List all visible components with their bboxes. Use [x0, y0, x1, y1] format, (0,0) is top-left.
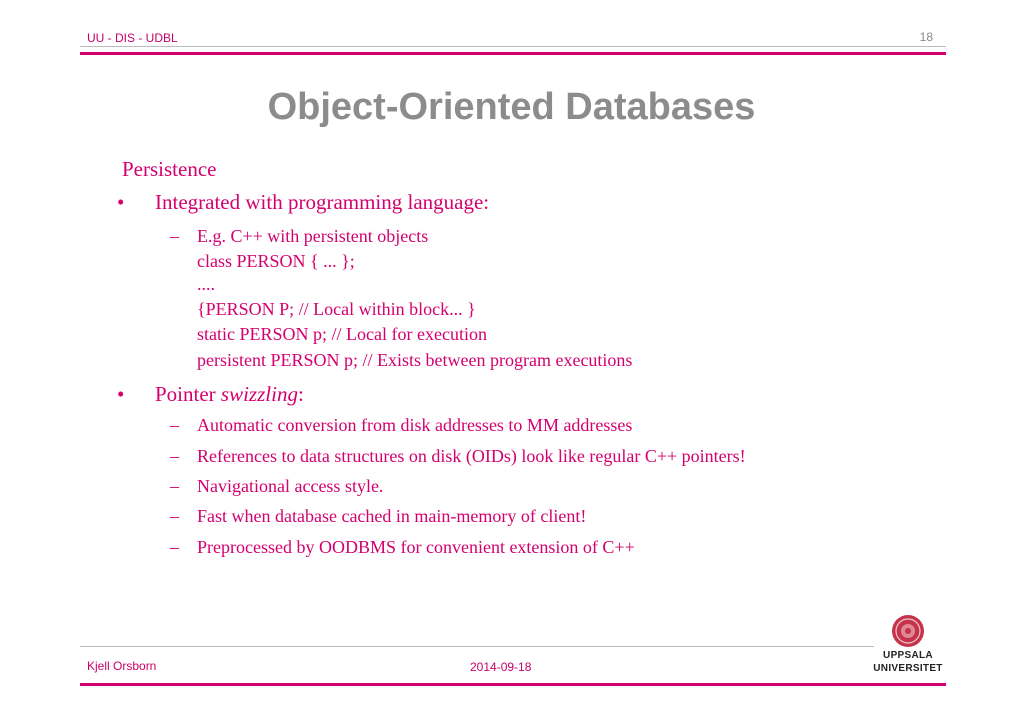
code-line-text: static PERSON p; // Local for execution [197, 324, 487, 344]
bullet-glyph: • [117, 382, 125, 406]
slide-title: Object-Oriented Databases [267, 86, 756, 128]
footer-divider-thin [80, 646, 874, 647]
bullet-text-plain: Pointer [155, 382, 221, 406]
code-line-text: persistent PERSON p; // Exists between program executions [197, 350, 633, 370]
sub-item-text: Navigational access style. [197, 476, 384, 496]
footer-author: Kjell Orsborn [87, 659, 157, 673]
bullet-text: Integrated with programming language: [155, 190, 490, 214]
page-number: 18 [919, 30, 933, 44]
sub-item-text: References to data structures on disk (OIDs) look like regular C++ pointers! [197, 446, 746, 466]
bullet-text-italic: swizzling [220, 382, 298, 406]
code-line-text: class PERSON { ... }; [197, 251, 355, 271]
sub-item-text: Preprocessed by OODBMS for convenient extension of C++ [197, 537, 635, 557]
sub-item-text: Fast when database cached in main-memory of client! [197, 506, 587, 526]
sub-item-text: Automatic conversion from disk addresses to MM addresses [197, 415, 633, 435]
footer-divider-accent [80, 683, 946, 686]
dash-glyph: – [170, 537, 179, 557]
sub-item-text: E.g. C++ with persistent objects [197, 226, 429, 246]
bullet-text [155, 382, 304, 407]
footer-date: 2014-09-18 [470, 660, 532, 674]
header-course-label: UU - DIS - UDBL [87, 31, 178, 45]
dash-glyph: – [170, 226, 179, 246]
code-line-text: {PERSON P; // Local within block... } [197, 299, 476, 319]
dash-glyph: – [170, 446, 179, 466]
logo-line-2: UNIVERSITET [873, 663, 943, 674]
bullet-glyph: • [117, 190, 125, 214]
logo-line-1: UPPSALA [883, 650, 933, 661]
dash-glyph: – [170, 506, 179, 526]
dash-glyph: – [170, 415, 179, 435]
bullet-text-suffix: : [297, 382, 304, 406]
section-heading: Persistence [122, 157, 217, 181]
dash-glyph: – [170, 476, 179, 496]
code-line-text: .... [197, 274, 215, 294]
